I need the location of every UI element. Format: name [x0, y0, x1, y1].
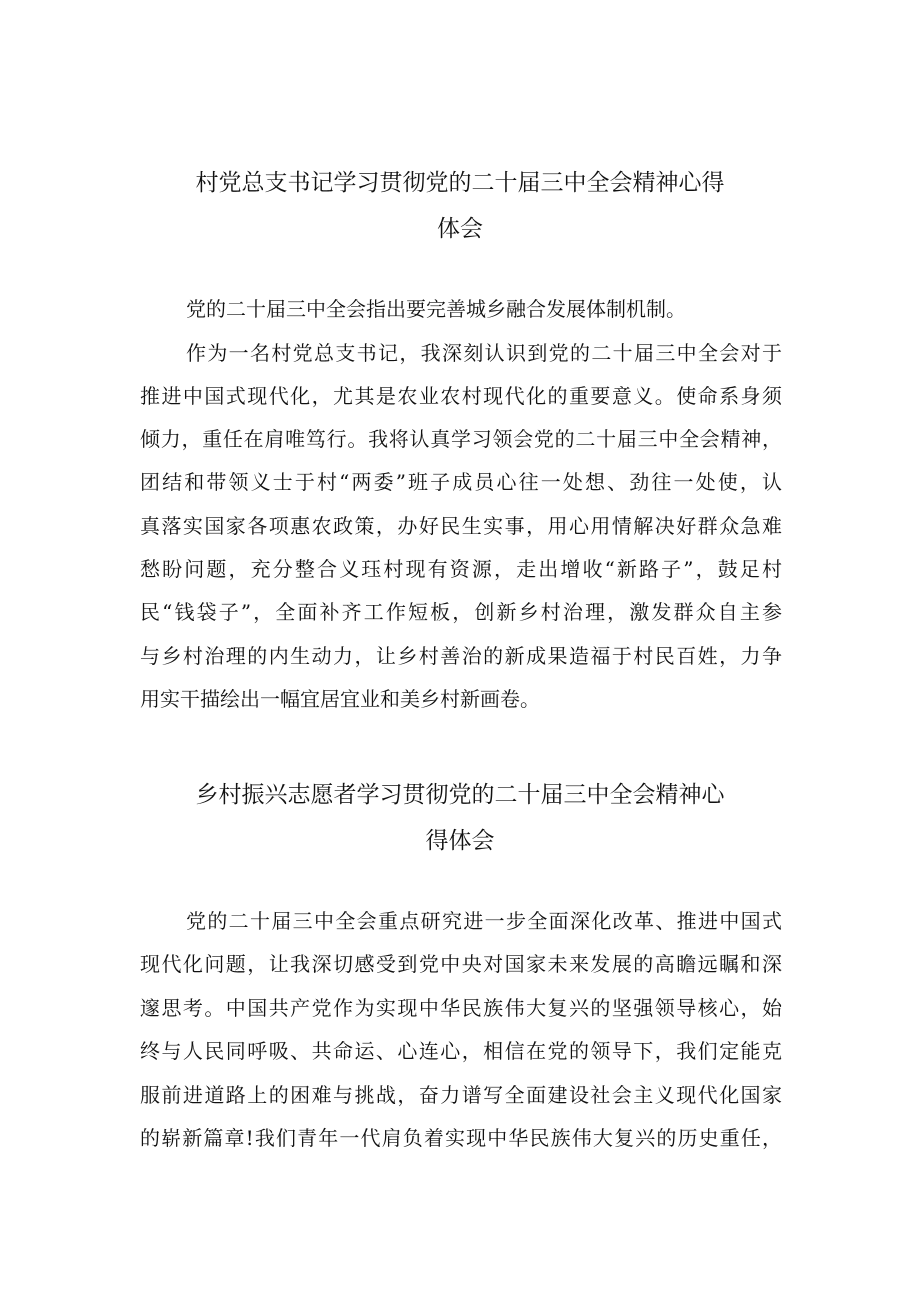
section-1-title-line-1: 村党总支书记学习贯彻党的二十届三中全会精神心得: [195, 170, 725, 196]
paragraph-line: 终与人民同呼吸、共命运、心连心，相信在党的领导下，我们定能克: [140, 1039, 782, 1063]
paragraph-line: 与乡村治理的内生动力，让乡村善治的新成果造福于村民百姓，力争: [140, 644, 782, 668]
paragraph-line: 倾力，重任在肩唯笃行。我将认真学习领会党的二十届三中全会精神，: [140, 427, 782, 451]
paragraph-line: 用实干描绘出一幅宜居宜业和美乡村新画卷。: [140, 687, 540, 711]
paragraph-line: 推进中国式现代化，尤其是农业农村现代化的重要意义。使命系身须: [140, 384, 782, 408]
paragraph-line: 党的二十届三中全会指出要完善城乡融合发展体制机制。: [186, 297, 686, 321]
paragraph-line: 团结和带领义士于村“两委”班子成员心往一处想、劲往一处使，认: [140, 470, 782, 494]
paragraph-line: 愁盼问题，充分整合义珏村现有资源，走出增收“新路子”，鼓足村: [140, 557, 782, 581]
section-2-title: [0, 772, 920, 864]
paragraph-line: 作为一名村党总支书记，我深刻认识到党的二十届三中全会对于: [186, 341, 782, 365]
section-1-title: [0, 160, 920, 252]
section-1-title-line-2: 体会: [437, 216, 483, 242]
paragraph-line: 现代化问题，让我深切感受到党中央对国家未来发展的高瞻远瞩和深: [140, 952, 782, 976]
section-2-title-line-2: 得体会: [425, 828, 495, 854]
paragraph-line: 真落实国家各项惠农政策，办好民生实事，用心用情解决好群众急难: [140, 514, 782, 538]
paragraph-line: 民“钱袋子”，全面补齐工作短板，创新乡村治理，激发群众自主参: [140, 600, 782, 624]
paragraph-line: 邃思考。中国共产党作为实现中华民族伟大复兴的坚强领导核心，始: [140, 996, 782, 1020]
paragraph-line: 的崭新篇章!我们青年一代肩负着实现中华民族伟大复兴的历史重任，: [140, 1126, 782, 1150]
paragraph-line: 服前进道路上的困难与挑战，奋力谱写全面建设社会主义现代化国家: [140, 1083, 782, 1107]
section-2-title-line-1: 乡村振兴志愿者学习贯彻党的二十届三中全会精神心: [195, 782, 725, 808]
paragraph-line: 党的二十届三中全会重点研究进一步全面深化改革、推进中国式: [186, 909, 782, 933]
